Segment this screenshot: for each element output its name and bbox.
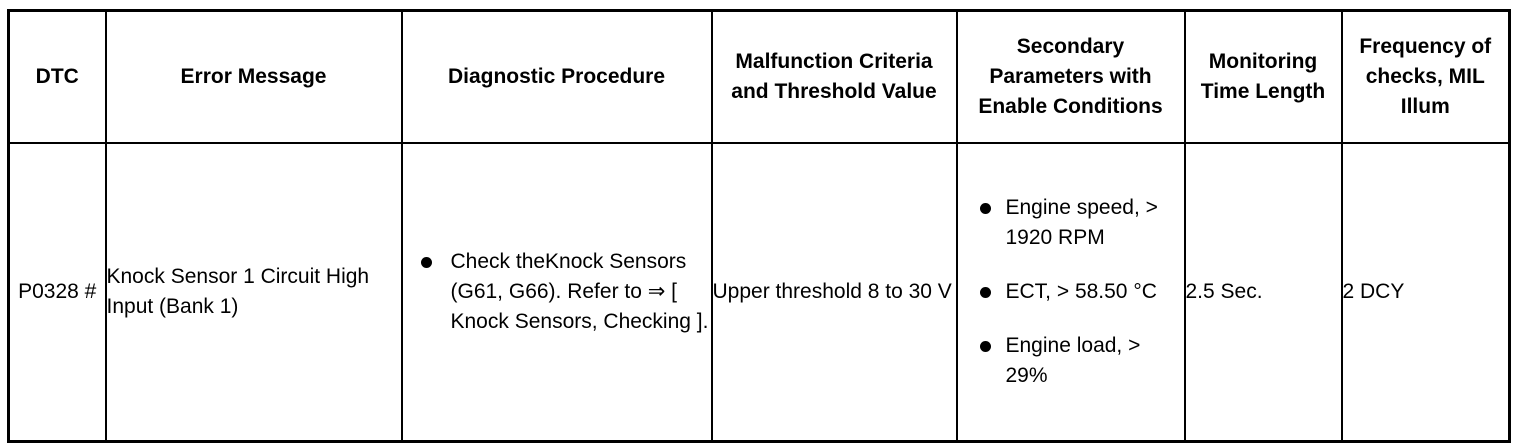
procedure-item-text: Check theKnock Sensors (G61, G66). Refer to ⇒ [ Knock Sensors, Checking ]. [450,250,709,333]
bullet-dot-icon [980,287,991,298]
frequency-cell: 2 DCY [1342,143,1510,442]
dtc-code-cell: P0328 # [9,143,106,442]
monitoring-time-cell: 2.5 Sec. [1185,143,1342,442]
header-secondary-parameters: Secondary Parameters with Enable Conditions [957,11,1185,144]
table-row [9,143,1510,442]
bullet-dot-icon [421,257,432,268]
dtc-table [7,9,1511,443]
header-diagnostic-procedure: Diagnostic Procedure [402,11,712,144]
secondary-parameters-list [958,193,1184,391]
dtc-table-wrapper [7,9,1511,443]
header-frequency: Frequency of checks, MIL Illum [1342,11,1510,144]
secondary-parameters-cell [957,143,1185,442]
procedure-item [403,247,711,337]
bullet-dot-icon [980,203,991,214]
secondary-parameter-text: Engine load, > 29% [1005,334,1141,387]
secondary-parameter-item [958,331,1184,391]
error-message-cell: Knock Sensor 1 Circuit High Input (Bank 1) [106,143,402,442]
bullet-dot-icon [980,341,991,352]
header-dtc: DTC [9,11,106,144]
malfunction-criteria-cell: Upper threshold 8 to 30 V [712,143,957,442]
header-error-message: Error Message [106,11,402,144]
header-row [9,11,1510,144]
secondary-parameter-item [958,277,1184,307]
procedure-list [403,247,711,337]
diagnostic-procedure-cell [402,143,712,442]
secondary-parameter-text: Engine speed, > 1920 RPM [1005,196,1158,249]
header-malfunction-criteria: Malfunction Criteria and Threshold Value [712,11,957,144]
secondary-parameter-item [958,193,1184,253]
secondary-parameter-text: ECT, > 58.50 °C [1005,280,1157,303]
header-monitoring-time: Monitoring Time Length [1185,11,1342,144]
